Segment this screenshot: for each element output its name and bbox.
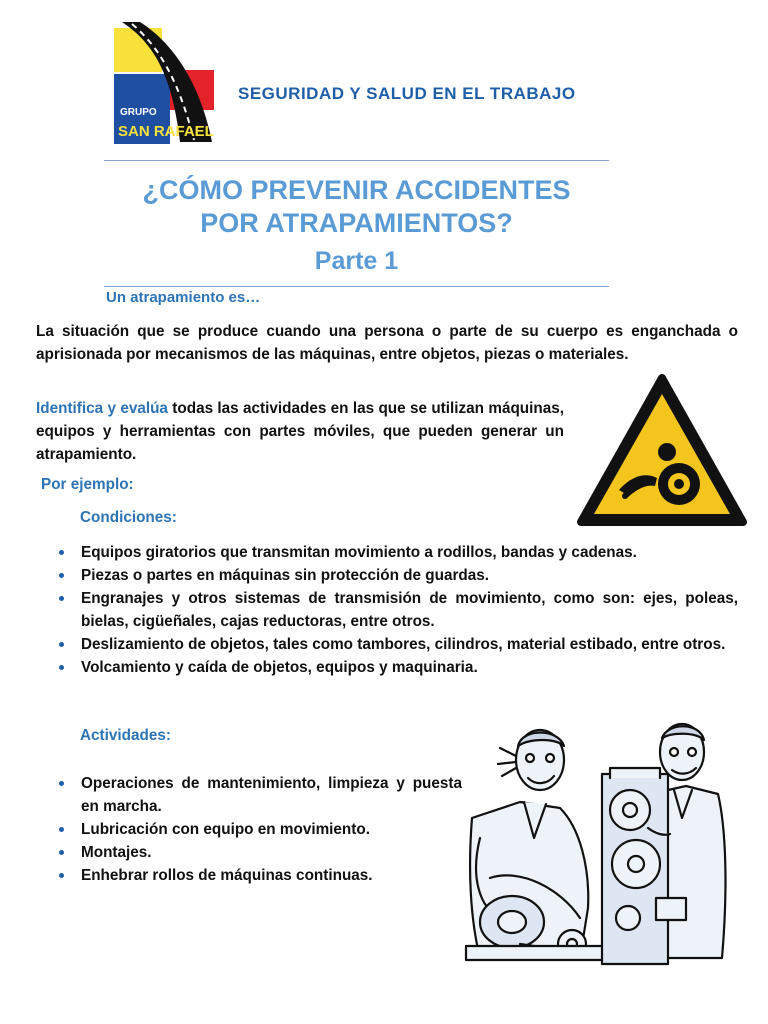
list-item: Lubricación con equipo en movimiento. [36,818,462,841]
workers-machinery-illustration [460,718,738,970]
activities-list [36,772,462,887]
list-item: Deslizamiento de objetos, tales como tambores, cilindros, material estibado, entre otros. [36,633,738,656]
identify-highlight: Identifica y evalúa [36,400,168,417]
list-item: Enhebrar rollos de máquinas continuas. [36,864,462,887]
example-label: Por ejemplo: [41,476,134,493]
page-title [104,174,609,278]
warning-entrapment-icon [575,372,749,530]
list-item: Operaciones de mantenimiento, limpieza y puesta en marcha. [36,772,462,818]
divider-top [104,160,609,161]
identify-paragraph [36,397,564,466]
conditions-heading: Condiciones: [80,509,177,526]
list-item: Equipos giratorios que transmitan movimiento a rodillos, bandas y cadenas. [36,541,738,564]
activities-heading: Actividades: [80,727,171,744]
identify-text: todas las actividades en las que se utilizan máquinas, equipos y herramientas con partes móviles, que pueden generar un atrapamiento. [36,400,565,463]
grupo-san-rafael-logo [112,22,232,152]
list-item: Montajes. [36,841,462,864]
divider-bottom [104,286,609,287]
logo-text-grupo: GRUPO [120,107,157,118]
list-item: Volcamiento y caída de objetos, equipos y maquinaria. [36,656,738,679]
logo-text-san-rafael: SAN RAFAEL [118,123,214,140]
header-title: SEGURIDAD Y SALUD EN EL TRABAJO [238,84,576,103]
definition-heading: Un atrapamiento es… [106,289,261,306]
definition-text: La situación que se produce cuando una persona o parte de su cuerpo es enganchada o aprisionada por mecanismos de las máquinas, entre objetos, piezas o materiales. [36,323,738,363]
conditions-list [36,541,738,679]
title-line-1: ¿CÓMO PREVENIR ACCIDENTES [142,175,571,205]
title-line-2: POR ATRAPAMIENTOS? [200,208,513,238]
title-part: Parte 1 [314,247,399,275]
list-item: Piezas o partes en máquinas sin protección de guardas. [36,564,738,587]
list-item: Engranajes y otros sistemas de transmisión de movimiento, como son: ejes, poleas, bielas, cigüeñales, cajas reductoras, entre otros. [36,587,738,633]
